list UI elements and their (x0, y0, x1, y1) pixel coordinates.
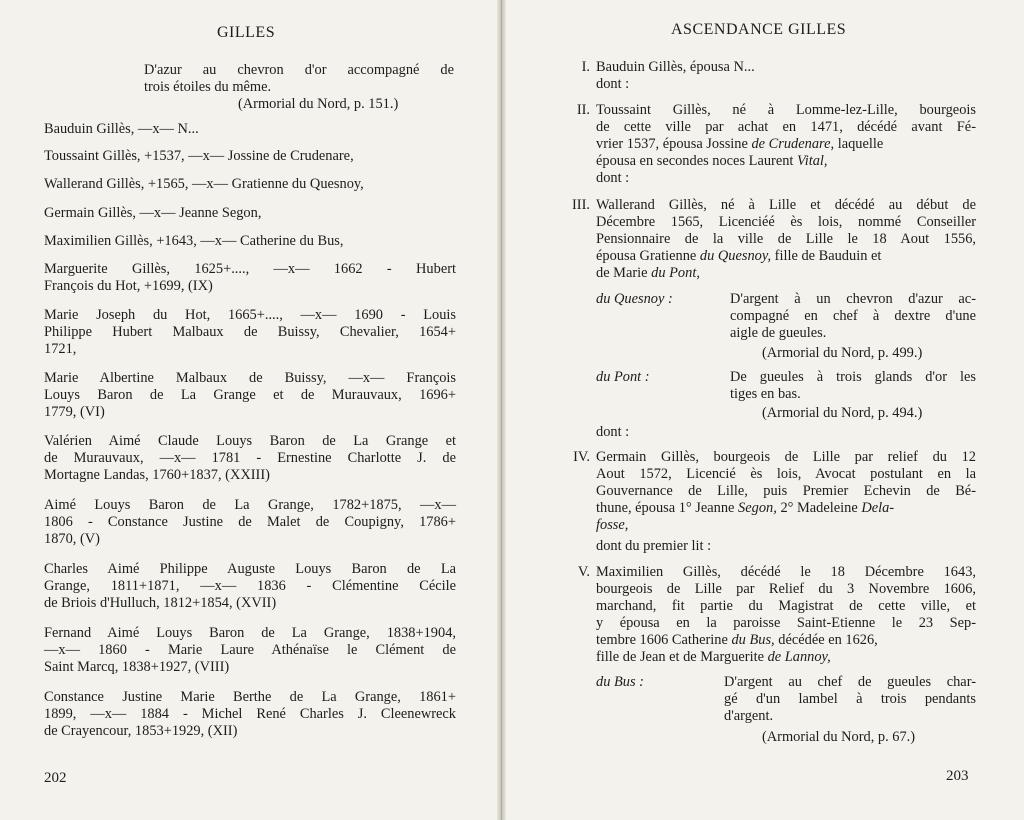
genealogy-line: Fernand Aimé Louys Baron de La Grange, 1838+1904, (44, 625, 456, 641)
genealogy-line: Charles Aimé Philippe Auguste Louys Baron de La (44, 561, 456, 577)
arms-line: D'argent à un chevron d'azur ac- (730, 291, 976, 307)
page-number: 202 (44, 770, 67, 786)
section-numeral: III. (572, 197, 590, 213)
genealogy-line: 1870, (V) (44, 531, 100, 547)
genealogy-line: Louys Baron de La Grange et de Murauvaux, 1696+ (44, 387, 456, 403)
arms-line: aigle de gueules. (730, 325, 827, 341)
text-line: Gouvernance de Lille, puis Premier Echevin de Bé- (596, 483, 976, 499)
book-gutter (497, 0, 506, 820)
section-numeral: V. (577, 564, 590, 580)
arms-line: compagné en chef à dextre d'une (730, 308, 976, 324)
genealogy-line: —x— 1860 - Marie Laure Athénaïse le Clément de (44, 642, 456, 658)
genealogy-line: de Briois d'Hulluch, 1812+1854, (XVII) (44, 595, 277, 611)
genealogy-line: Mortagne Landas, 1760+1837, (XXIII) (44, 467, 270, 483)
text-line: Bauduin Gillès, épousa N... (596, 59, 755, 75)
text-line: tembre 1606 Catherine du Bus, décédée en 1626, (596, 632, 878, 648)
text-line: dont : (596, 424, 630, 440)
genealogy-line: Germain Gillès, —x— Jeanne Segon, (44, 205, 262, 221)
arms-line: D'argent au chef de gueules char- (724, 674, 976, 690)
genealogy-line: Wallerand Gillès, +1565, —x— Gratienne du Quesnoy, (44, 176, 364, 192)
genealogy-line: de Murauvaux, —x— 1781 - Ernestine Charlotte J. de (44, 450, 456, 466)
page-number: 203 (946, 768, 969, 784)
arms-line: De gueules à trois glands d'or les (730, 369, 976, 385)
genealogy-line: Philippe Hubert Malbaux de Buissy, Chevalier, 1654+ (44, 324, 456, 340)
text-line: épousa en secondes noces Laurent Vital, (596, 153, 828, 169)
text-line: épousa Gratienne du Quesnoy, fille de Bauduin et (596, 248, 882, 264)
text-line: fosse, (596, 517, 629, 533)
arms-line: tiges en bas. (730, 386, 801, 402)
blazon-line: trois étoiles du même. (144, 79, 272, 95)
text-line: Maximilien Gillès, décédé le 18 Décembre 1643, (596, 564, 976, 580)
text-line: marchand, fit partie du Magistrat de cette ville, et (596, 598, 976, 614)
arms-source: (Armorial du Nord, p. 494.) (762, 405, 923, 421)
genealogy-line: Maximilien Gillès, +1643, —x— Catherine du Bus, (44, 233, 344, 249)
text-line: de cette ville par achat en 1471, décédé avant Fé- (596, 119, 976, 135)
genealogy-line: Marie Joseph du Hot, 1665+...., —x— 1690 - Louis (44, 307, 456, 323)
arms-source: (Armorial du Nord, p. 67.) (762, 729, 916, 745)
genealogy-line: Bauduin Gillès, —x— N... (44, 121, 199, 137)
genealogy-line: 1721, (44, 341, 77, 357)
arms-label: du Bus : (596, 674, 644, 690)
page-header: GILLES (217, 24, 276, 41)
arms-label: du Quesnoy : (596, 291, 673, 307)
text-line: Décembre 1565, Licenciéé ès lois, nommé Conseiller (596, 214, 976, 230)
genealogy-line: Toussaint Gillès, +1537, —x— Jossine de Crudenare, (44, 148, 354, 164)
text-line: bourgeois de Lille par Relief du 3 Novembre 1606, (596, 581, 976, 597)
section-numeral: IV. (573, 449, 590, 465)
genealogy-line: Constance Justine Marie Berthe de La Grange, 1861+ (44, 689, 456, 705)
arms-line: d'argent. (724, 708, 774, 724)
text-line: fille de Jean et de Marguerite de Lannoy, (596, 649, 831, 665)
text-line: y épousa en la paroisse Saint-Etienne le 23 Sep- (596, 615, 976, 631)
text-line: Toussaint Gillès, né à Lomme-lez-Lille, bourgeois (596, 102, 976, 118)
blazon-source: (Armorial du Nord, p. 151.) (238, 96, 399, 112)
arms-label: du Pont : (596, 369, 650, 385)
text-line: vrier 1537, épousa Jossine de Crudenare, laquelle (596, 136, 884, 152)
genealogy-line: Saint Marcq, 1838+1927, (VIII) (44, 659, 230, 675)
genealogy-line: de Crayencour, 1853+1929, (XII) (44, 723, 238, 739)
left-page (0, 0, 500, 820)
arms-source: (Armorial du Nord, p. 499.) (762, 345, 923, 361)
genealogy-line: Grange, 1811+1871, —x— 1836 - Clémentine Cécile (44, 578, 456, 594)
right-page (506, 0, 1024, 820)
genealogy-line: Marie Albertine Malbaux de Buissy, —x— François (44, 370, 456, 386)
text-line: dont du premier lit : (596, 538, 712, 554)
text-line: Aout 1572, Licencié ès lois, Avocat postulant en la (596, 466, 976, 482)
genealogy-line: Marguerite Gillès, 1625+...., —x— 1662 - Hubert (44, 261, 456, 277)
text-line: thune, épousa 1° Jeanne Segon, 2° Madeleine Dela- (596, 500, 895, 516)
blazon-line: D'azur au chevron d'or accompagné de (144, 62, 454, 78)
text-line: Germain Gillès, bourgeois de Lille par relief du 12 (596, 449, 976, 465)
text-line: Pensionnaire de la ville de Lille le 18 Aout 1556, (596, 231, 976, 247)
genealogy-line: Aimé Louys Baron de La Grange, 1782+1875, —x— (44, 497, 456, 513)
page-header: ASCENDANCE GILLES (671, 21, 847, 38)
genealogy-line: François du Hot, +1699, (IX) (44, 278, 213, 294)
text-line: Wallerand Gillès, né à Lille et décédé au début de (596, 197, 976, 213)
section-numeral: II. (576, 102, 590, 118)
genealogy-line: 1899, —x— 1884 - Michel René Charles J. Cleenewreck (44, 706, 456, 722)
text-line: dont : (596, 170, 630, 186)
genealogy-line: Valérien Aimé Claude Louys Baron de La Grange et (44, 433, 456, 449)
text-line: de Marie du Pont, (596, 265, 700, 281)
arms-line: gé d'un lambel à trois pendants (724, 691, 976, 707)
genealogy-line: 1779, (VI) (44, 404, 105, 420)
genealogy-line: 1806 - Constance Justine de Malet de Coupigny, 1786+ (44, 514, 456, 530)
section-numeral: I. (581, 59, 590, 75)
text-line: dont : (596, 76, 630, 92)
